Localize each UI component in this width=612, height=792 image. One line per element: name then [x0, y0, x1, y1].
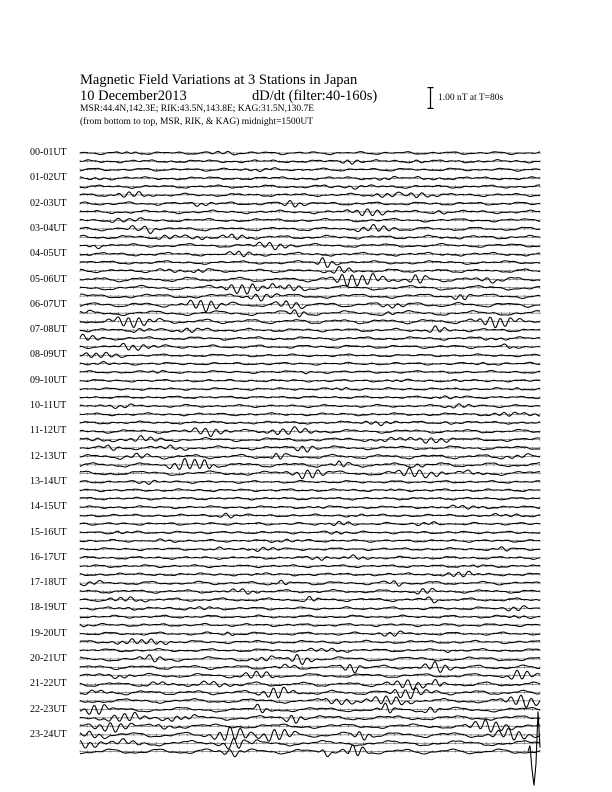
station-trace-rik [80, 539, 540, 543]
station-trace-kag [80, 176, 540, 180]
station-trace-kag [80, 480, 540, 484]
station-trace-msr [80, 648, 540, 652]
chart-title: Magnetic Field Variations at 3 Stations in Japan [80, 72, 358, 88]
station-trace-kag [80, 274, 540, 287]
hour-label: 02-03UT [30, 197, 67, 209]
minute-ticks [80, 674, 540, 676]
station-trace-msr [80, 547, 540, 552]
hour-label: 06-07UT [30, 298, 67, 310]
station-trace-rik [80, 588, 540, 594]
hour-label: 22-23UT [30, 703, 67, 715]
station-trace-rik [80, 284, 540, 294]
hour-label: 11-12UT [30, 425, 67, 437]
station-trace-msr [80, 218, 540, 223]
station-trace-kag [80, 352, 540, 357]
station-coordinates: MSR:44.4N,142.3E; RIK:43.5N,143.8E; KAG:31.5N,130.7E [80, 104, 315, 114]
hour-label: 16-17UT [30, 551, 67, 563]
station-trace-rik [80, 388, 540, 391]
minute-ticks [80, 312, 540, 314]
station-trace-msr [80, 468, 540, 479]
station-trace-rik [80, 334, 540, 340]
station-trace-kag [80, 404, 540, 409]
station-trace-kag [80, 631, 540, 636]
hour-label: 17-18UT [30, 577, 67, 589]
station-trace-msr [80, 396, 540, 399]
station-trace-msr [80, 343, 540, 350]
hour-label: 20-21UT [30, 653, 67, 664]
station-trace-msr [80, 168, 540, 172]
hour-label: 12-13UT [30, 450, 67, 462]
station-trace-rik [80, 234, 540, 239]
minute-ticks [80, 734, 540, 736]
station-trace-rik [80, 687, 540, 698]
station-trace-msr [80, 317, 540, 328]
station-trace-rik [80, 615, 540, 618]
date-label: 10 December2013 [80, 88, 187, 104]
station-trace-msr [80, 623, 540, 626]
hour-label: 19-20UT [30, 627, 67, 639]
scale-label: 1.00 nT at T=80s [438, 93, 504, 103]
station-trace-kag [80, 555, 540, 560]
station-trace-kag [80, 300, 540, 312]
hour-label: 21-22UT [30, 678, 67, 690]
hour-label: 14-15UT [30, 501, 67, 513]
station-trace-rik [80, 738, 540, 748]
hour-label: 23-24UT [30, 728, 67, 740]
station-trace-kag [80, 679, 540, 689]
station-trace-msr [80, 670, 540, 679]
minute-ticks [80, 658, 540, 660]
station-order-note: (from bottom to top, MSR, RIK, & KAG) midnight=1500UT [80, 117, 314, 127]
station-trace-rik [80, 458, 540, 469]
station-trace-rik [80, 160, 540, 164]
station-trace-kag [80, 151, 540, 155]
station-trace-rik [80, 362, 540, 366]
station-trace-msr [80, 371, 540, 374]
station-trace-kag [80, 727, 540, 742]
hour-label: 05-06UT [30, 273, 67, 285]
station-trace-kag [80, 379, 540, 382]
station-trace-rik [80, 565, 540, 568]
station-trace-kag [80, 703, 540, 714]
station-trace-kag [80, 453, 540, 459]
station-trace-msr [80, 445, 540, 452]
minute-ticks [80, 320, 540, 322]
station-trace-rik [80, 185, 540, 189]
hour-label: 10-11UT [30, 400, 67, 411]
hour-label: 01-02UT [30, 172, 67, 184]
station-trace-msr [80, 695, 540, 707]
station-trace-kag [80, 654, 540, 664]
station-trace-kag [80, 225, 540, 234]
station-trace-kag [80, 580, 540, 586]
station-trace-msr [80, 421, 540, 426]
station-trace-msr [80, 497, 540, 500]
component-label: dD/dt (filter:40-160s) [252, 88, 378, 104]
station-trace-rik [80, 489, 540, 492]
hour-label: 15-16UT [30, 526, 67, 538]
signal-line [80, 300, 540, 312]
station-trace-msr [80, 192, 540, 198]
signal-line [80, 513, 540, 518]
station-trace-kag [80, 606, 540, 611]
station-trace-kag [80, 201, 540, 207]
station-trace-kag [80, 531, 540, 534]
station-trace-kag [80, 427, 540, 437]
spike-event [528, 712, 540, 786]
station-trace-msr [80, 521, 540, 525]
station-trace-rik [80, 513, 540, 518]
station-trace-rik [80, 310, 540, 317]
signal-line [80, 639, 540, 645]
hour-label: 04-05UT [30, 248, 67, 260]
signal-line [80, 176, 540, 180]
hour-label: 09-10UT [30, 374, 67, 386]
signal-line [80, 505, 540, 509]
station-trace-rik [80, 258, 540, 267]
station-trace-kag [80, 326, 540, 333]
station-trace-rik [80, 436, 540, 444]
hour-label: 03-04UT [30, 222, 67, 234]
station-trace-msr [80, 745, 540, 757]
signal-line [80, 555, 540, 560]
station-trace-rik [80, 412, 540, 416]
station-trace-msr [80, 294, 540, 301]
station-trace-rik [80, 662, 540, 673]
station-trace-msr [80, 242, 540, 250]
hour-label: 07-08UT [30, 324, 67, 336]
station-trace-kag [80, 251, 540, 256]
hour-label: 08-09UT [30, 349, 67, 361]
station-trace-rik [80, 209, 540, 216]
station-trace-msr [80, 571, 540, 576]
station-trace-msr [80, 266, 540, 273]
hour-label: 00-01UT [30, 147, 67, 158]
signal-line [80, 294, 540, 301]
station-trace-rik [80, 639, 540, 645]
hour-label: 18-19UT [30, 602, 67, 614]
station-trace-msr [80, 720, 540, 732]
hour-label: 13-14UT [30, 475, 67, 487]
station-trace-msr [80, 596, 540, 602]
station-trace-rik [80, 712, 540, 723]
station-trace-kag [80, 505, 540, 509]
